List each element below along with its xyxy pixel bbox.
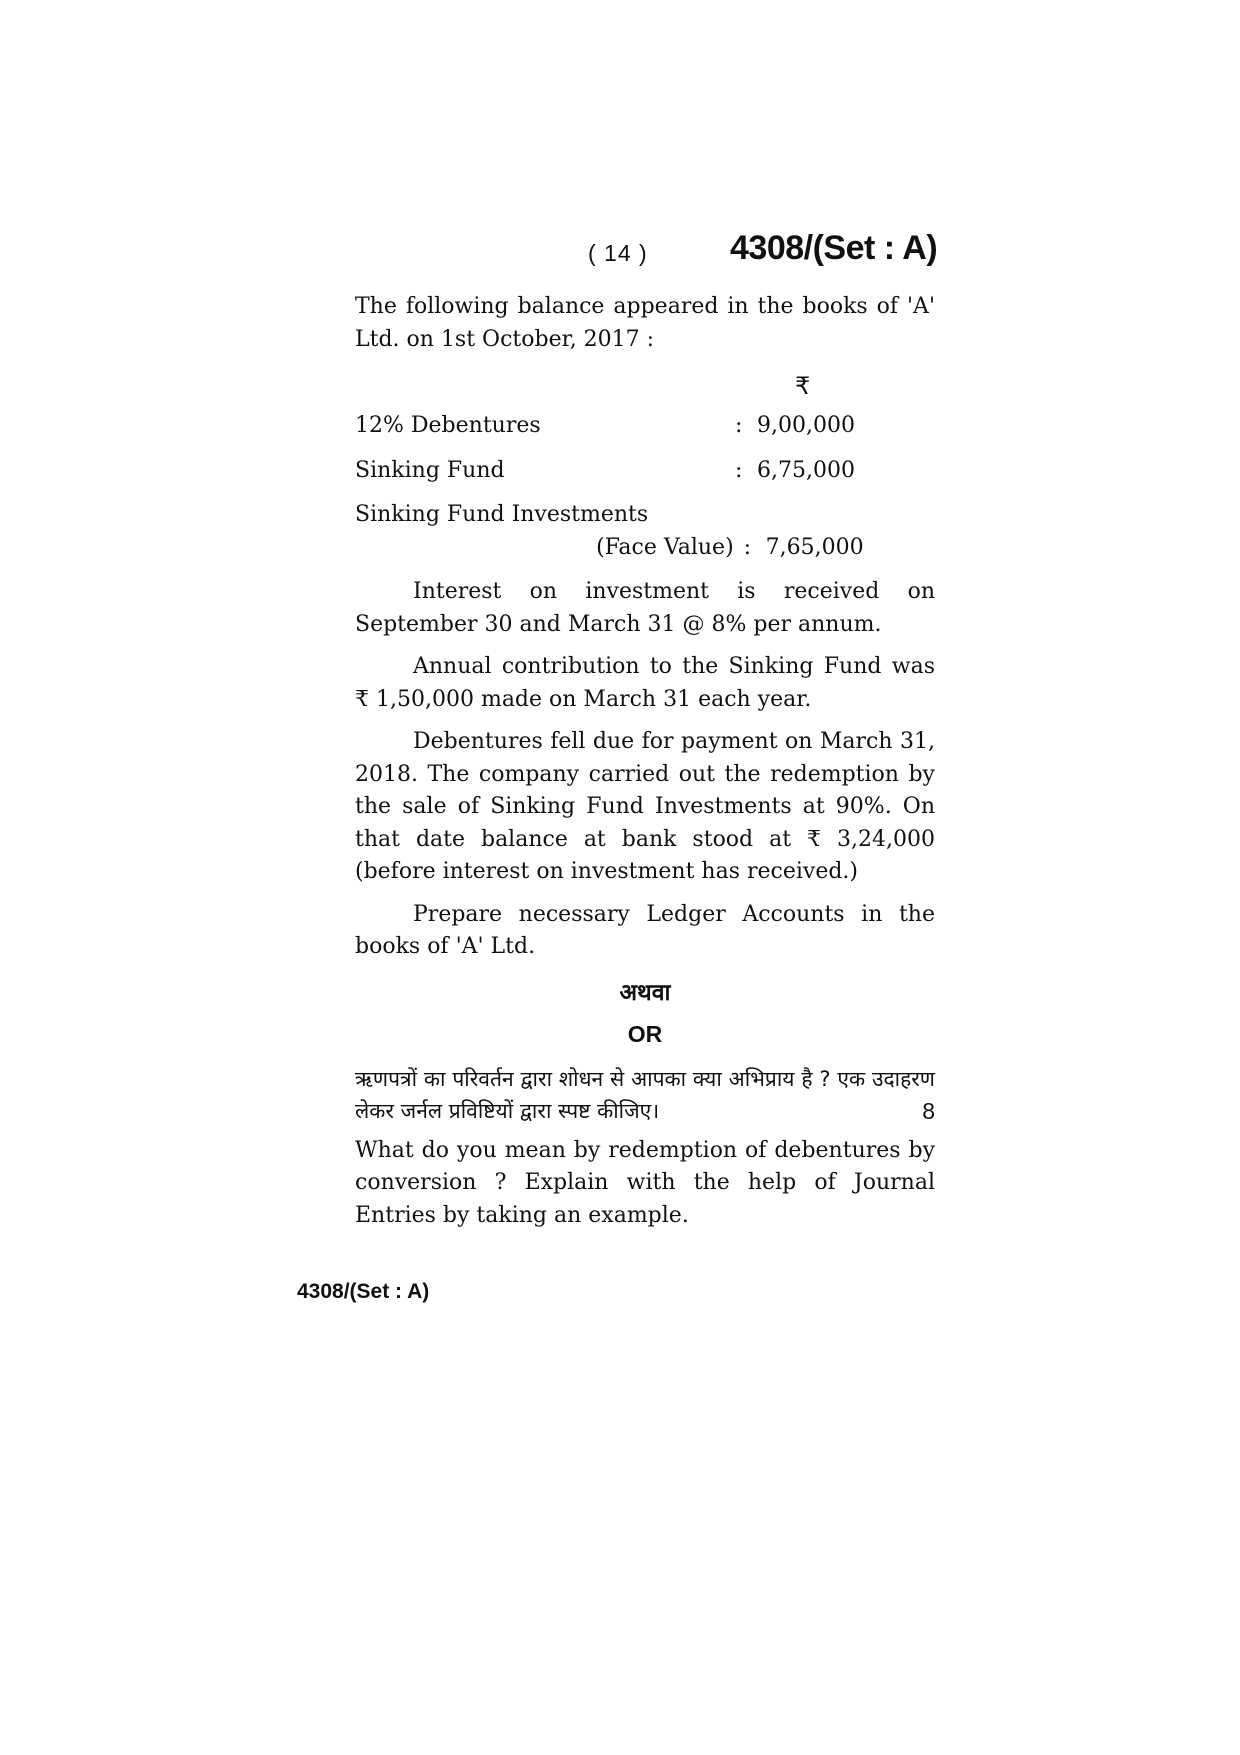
hindi-question-text: ऋणपत्रों का परिवर्तन द्वारा शोधन से आपका क्या अभिप्राय है ? एक उदाहरण लेकर जर्नल प्रविष्टियों द्वारा स्पष्ट कीजिए। (355, 1066, 935, 1123)
question-content (355, 291, 935, 1242)
balance-sublabel: (Face Value) (596, 534, 734, 560)
page-number: ( 14 ) (588, 240, 648, 266)
balance-colon: : (735, 457, 743, 483)
balance-value: 9,00,000 (757, 413, 855, 438)
balance-label: 12% Debentures (355, 413, 541, 438)
separator-or: OR (627, 1021, 663, 1047)
balance-row (355, 455, 935, 488)
question-paragraph: Debentures fell due for payment on March 31, 2018. The company carried out the redemption by the sale of Sinking Fund Investments at 90%. On that date balance at bank stood at ₹ 3,24,000 (before interest on investment has received.) (355, 729, 935, 884)
balance-table (355, 410, 935, 564)
set-code-header: 4308/(Set : A) (730, 229, 938, 267)
footer-set-code: 4308/(Set : A) (297, 1280, 430, 1303)
balance-label: Sinking Fund Investments (355, 502, 649, 527)
question-paragraph: Interest on investment is received on September 30 and March 31 @ 8% per annum. (355, 579, 935, 637)
rupee-symbol: ₹ (795, 372, 811, 400)
alternative-question-hindi (355, 1063, 935, 1127)
balance-colon: : (735, 413, 743, 438)
separator-hindi: अथवा (619, 978, 671, 1005)
balance-value: 7,65,000 (765, 534, 864, 560)
balance-row (355, 499, 935, 564)
question-intro: The following balance appeared in the books of 'A' Ltd. on 1st October, 2017 : (355, 294, 935, 352)
currency-column-header (355, 370, 935, 400)
balance-row (355, 410, 935, 443)
question-paragraph: Prepare necessary Ledger Accounts in the books of 'A' Ltd. (355, 901, 935, 959)
balance-colon: : (743, 534, 752, 560)
balance-label: Sinking Fund (355, 457, 505, 483)
question-paragraph: Annual contribution to the Sinking Fund was ₹ 1,50,000 made on March 31 each year. (355, 654, 935, 712)
alternative-question-english: What do you mean by redemption of debentures by conversion ? Explain with the help of Journal Entries by taking an example. (355, 1137, 935, 1228)
marks: 8 (922, 1097, 935, 1124)
balance-value: 6,75,000 (757, 457, 855, 483)
